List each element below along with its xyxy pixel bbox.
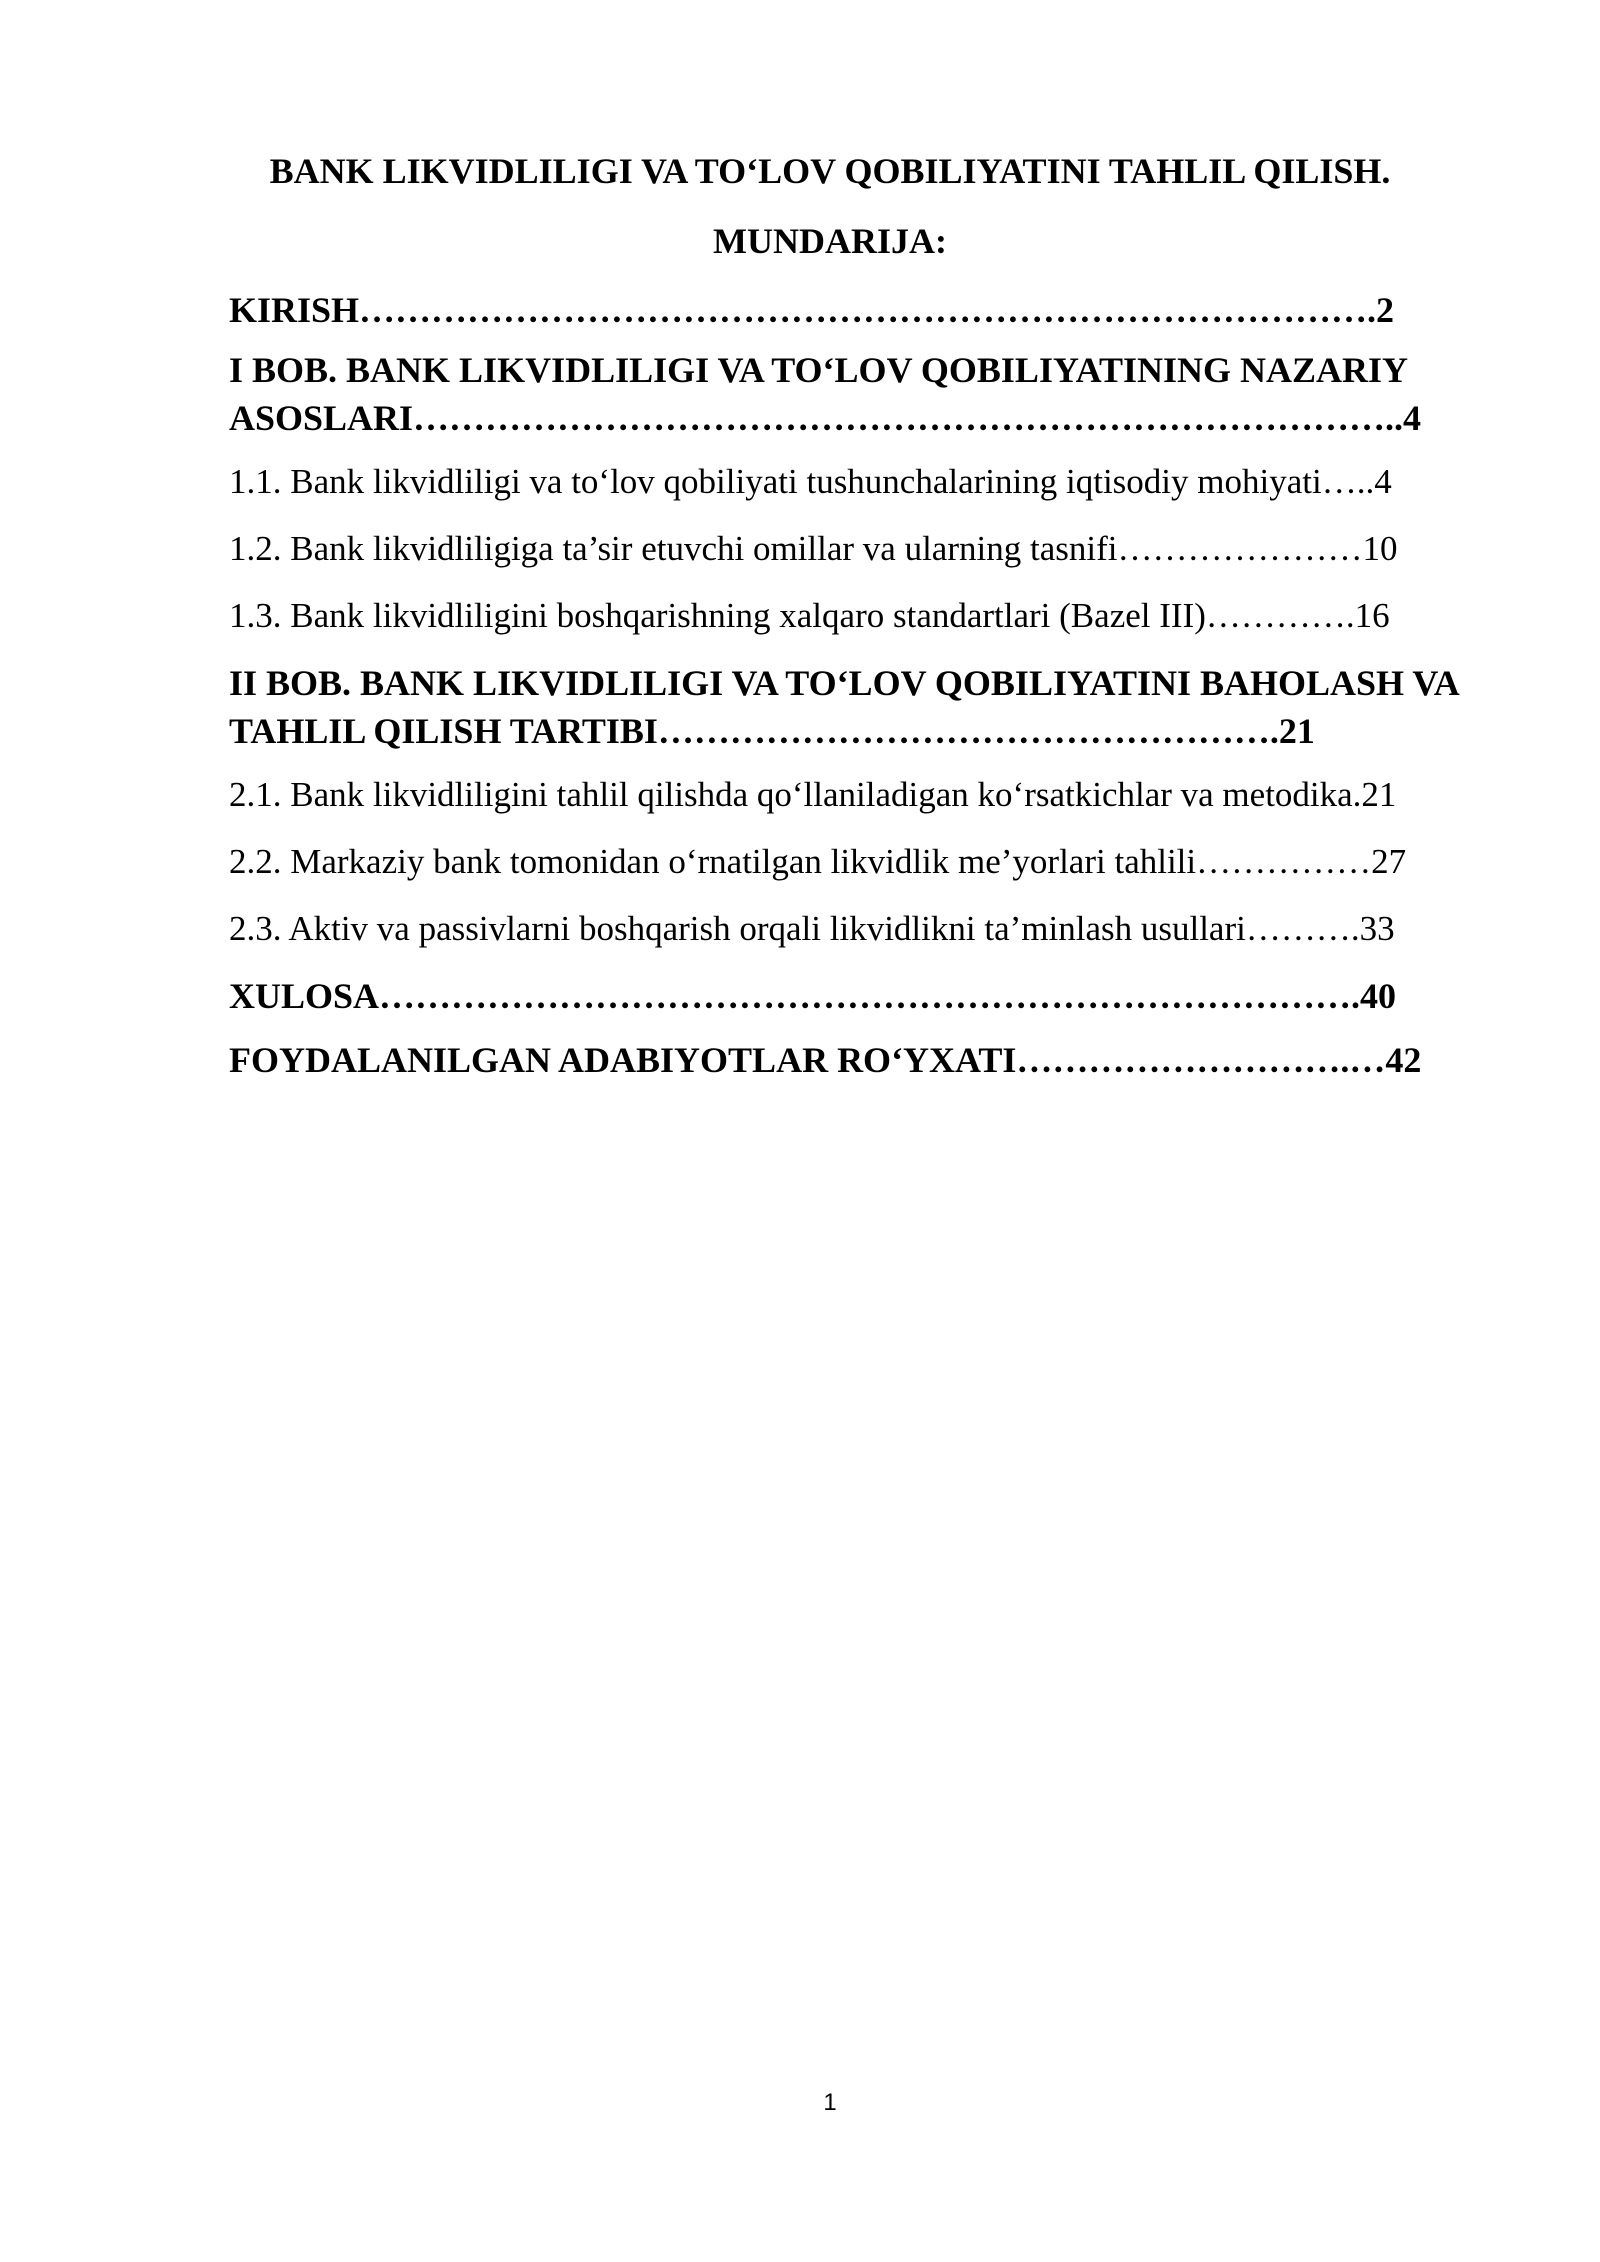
document-title: BANK LIKVIDLILIGI VA TO‘LOV QOBILIYATINI TAHLIL QILISH. (269, 151, 1391, 191)
toc-entry-section-1-3: 1.3. Bank likvidliligini boshqarishning xalqaro standartlari (Bazel III)………….16 (229, 596, 1390, 635)
toc-heading: MUNDARIJA: (713, 221, 947, 261)
toc-entry-section-2-1: 2.1. Bank likvidliligini tahlil qilishda qo‘llaniladigan ko‘rsatkichlar va metodika.21 (229, 775, 1397, 814)
toc-entry-introduction: KIRISH………………………………………………………………………….2 (229, 290, 1395, 330)
toc-entry-chapter-1: I BOB. BANK LIKVIDLILIGI VA TO‘LOV QOBILIYATINING NAZARIY ASOSLARI………………………………………………………………………..4 (229, 350, 1422, 438)
toc-entry-chapter-2: II BOB. BANK LIKVIDLILIGI VA TO‘LOV QOBILIYATINI BAHOLASH VA TAHLIL QILISH TARTIBI…………………………………………….21 (229, 663, 1458, 751)
table-of-contents (229, 286, 1489, 1100)
toc-entry-conclusion: XULOSA……………………………………………………………………….40 (229, 976, 1397, 1016)
toc-entry-section-1-2: 1.2. Bank likvidliligiga ta’sir etuvchi omillar va ularning tasnifi…………………10 (229, 529, 1398, 568)
toc-entry-section-1-1: 1.1. Bank likvidliligi va to‘lov qobiliyati tushunchalarining iqtisodiy mohiyati…..4 (229, 462, 1392, 501)
toc-entry-references: FOYDALANILGAN ADABIYOTLAR RO‘YXATI……………………….…42 (229, 1040, 1422, 1080)
toc-entry-section-2-3: 2.3. Aktiv va passivlarni boshqarish orqali likvidlikni ta’minlash usullari……….33 (229, 909, 1395, 948)
toc-entry-section-2-2: 2.2. Markaziy bank tomonidan o‘rnatilgan likvidlik me’yorlari tahlili……………27 (229, 842, 1407, 881)
page-number: 1 (823, 2089, 837, 2116)
